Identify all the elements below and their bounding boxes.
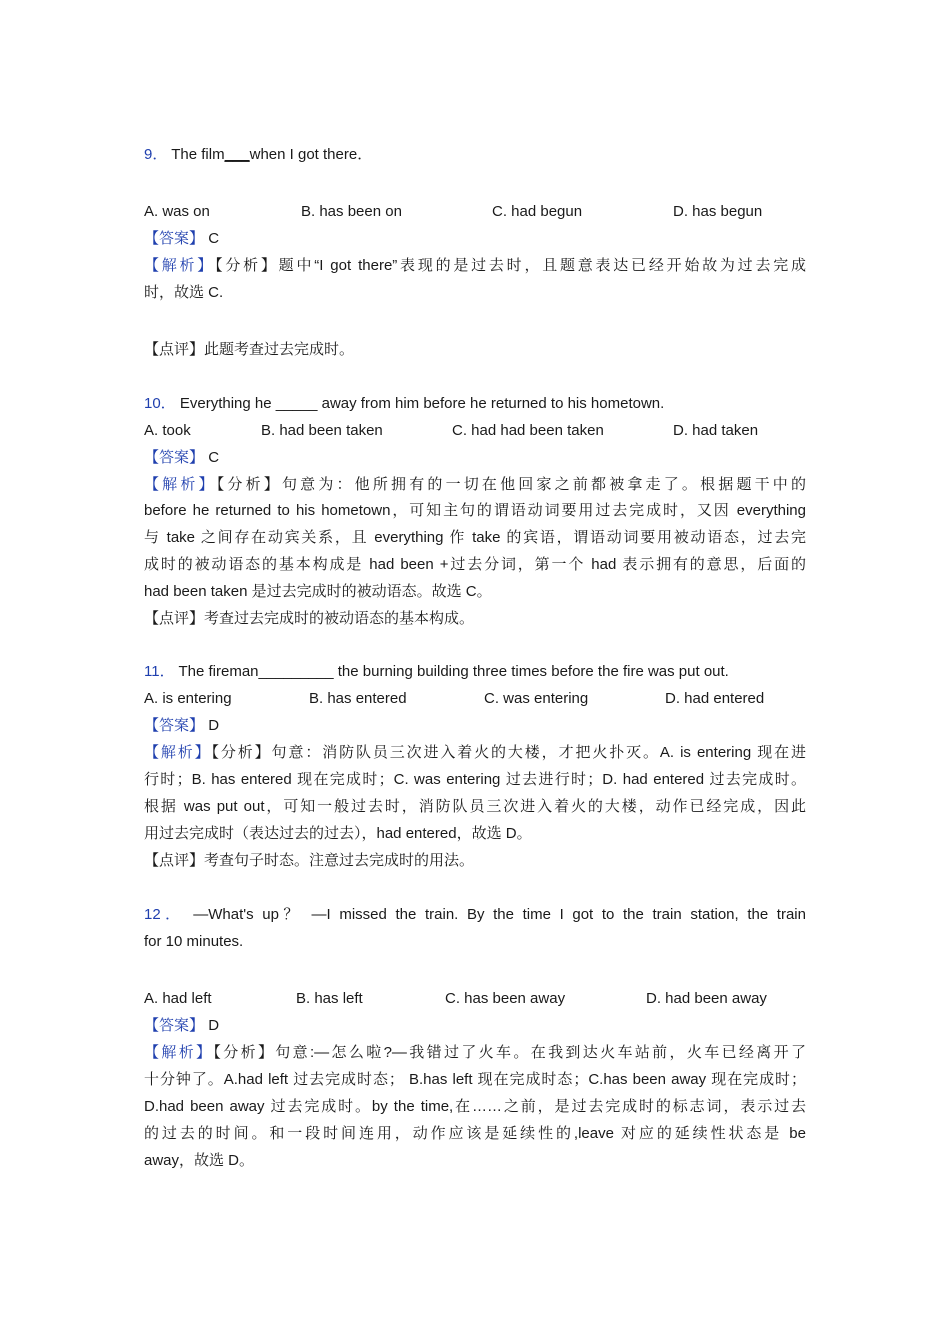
question-9-comment: 【点评】此题考查过去完成时。 — [144, 341, 355, 358]
option-a: A. was on — [144, 203, 210, 220]
analysis-text: 【分析】句意:—怎么啦?—我错过了火车。在我到达火车站前，火车已经离开了 — [213, 1044, 806, 1061]
stem-text: Everything he _____ away from him before he returned to his hometown. — [179, 395, 665, 412]
option-a: A. is entering — [144, 690, 232, 707]
answer-tag: 【答案】 — [144, 717, 205, 734]
answer-blank: ___ — [224, 146, 250, 163]
option-c: C. had begun — [492, 203, 583, 220]
option-c: C. was entering — [484, 690, 589, 707]
question-10-comment: 【点评】考查过去完成时的被动语态的基本构成。 — [144, 610, 475, 627]
answer-value: C — [208, 230, 220, 247]
question-number: 11． — [144, 663, 175, 680]
question-12-analysis-line: away，故选 D。 — [144, 1152, 255, 1169]
option-d: D. had been away — [646, 990, 767, 1007]
analysis-text: 【分析】题中“I got there”表现的是过去时，且题意表达已经开始故为过去完成 — [215, 257, 806, 274]
question-9-answer — [144, 229, 806, 249]
option-d: D. has begun — [673, 203, 763, 220]
question-11-stem — [144, 662, 806, 682]
analysis-tag: 【解析】 — [144, 1044, 214, 1061]
question-number: 12． — [144, 906, 185, 923]
question-9-stem — [144, 145, 806, 165]
question-10-analysis-line: 与 take 之间存在动宾关系，且 everything 作 take 的宾语，谓语动词要用被动语态，过去完 — [144, 529, 806, 546]
option-a: A. had left — [144, 990, 212, 1007]
option-d: D. had entered — [665, 690, 765, 707]
question-number: 10． — [144, 395, 176, 412]
option-a: A. took — [144, 422, 191, 439]
stem-text: The fireman_________ the burning building three times before the fire was put out. — [178, 663, 729, 680]
answer-tag: 【答案】 — [144, 230, 205, 247]
question-10-analysis-line — [144, 475, 806, 495]
stem-text: when I got there． — [249, 146, 373, 163]
question-12-answer — [144, 1016, 806, 1036]
analysis-tag: 【解析】 — [144, 476, 217, 493]
question-9-analysis-line — [144, 256, 806, 276]
question-12-analysis-line: 十分钟了。A.had left 过去完成时态； B.has left 现在完成时态；C.has been away 现在完成时； — [144, 1071, 806, 1088]
option-c: C. had had been taken — [452, 422, 604, 439]
question-12-analysis-line — [144, 1043, 806, 1063]
option-b: B. had been taken — [261, 422, 383, 439]
answer-value: D — [208, 1017, 220, 1034]
question-11-analysis-line — [144, 743, 806, 763]
answer-value: C — [208, 449, 220, 466]
question-12-analysis-line: D.had been away 过去完成时。by the time,在……之前，是过去完成时的标志词，表示过去 — [144, 1098, 806, 1115]
answer-value: D — [208, 717, 220, 734]
question-12-stem — [144, 905, 806, 925]
analysis-text: 【分析】句意为：他所拥有的一切在他回家之前都被拿走了。根据题干中的 — [216, 476, 806, 493]
question-11-analysis-line: 根据 was put out，可知一般过去时，消防队员三次进入着火的大楼，动作已经完成，因此 — [144, 798, 806, 815]
question-10-analysis-line: had been taken 是过去完成时的被动语态。故选 C。 — [144, 583, 492, 600]
question-11-answer — [144, 716, 806, 736]
question-11-analysis-line: 用过去完成时（表达过去的过去），had entered，故选 D。 — [144, 825, 532, 842]
analysis-tag: 【解析】 — [144, 744, 212, 761]
question-10-analysis-line: 成时的被动语态的基本构成是 had been +过去分词，第一个 had 表示拥有的意思，后面的 — [144, 556, 806, 573]
stem-text: —What's up？ —I missed the train. By the time I got to the train station, the train — [193, 906, 806, 923]
question-12-stem-continued: for 10 minutes. — [144, 933, 244, 950]
stem-text: The film — [171, 146, 225, 163]
option-b: B. has entered — [309, 690, 407, 707]
analysis-text: 【分析】句意：消防队员三次进入着火的大楼，才把火扑灭。A. is entering 现在进 — [211, 744, 806, 761]
question-10-stem — [144, 394, 806, 414]
answer-tag: 【答案】 — [144, 449, 205, 466]
option-c: C. has been away — [445, 990, 566, 1007]
question-12-analysis-line: 的过去的时间。和一段时间连用，动作应该是延续性的,leave 对应的延续性状态是 be — [144, 1125, 806, 1142]
question-10-analysis-line: before he returned to his hometown，可知主句的谓语动词要用过去完成时，又因 everything — [144, 502, 806, 519]
question-10-answer — [144, 448, 806, 468]
question-number: 9． — [144, 146, 168, 163]
question-11-comment: 【点评】考查句子时态。注意过去完成时的用法。 — [144, 852, 475, 869]
analysis-tag: 【解析】 — [144, 257, 216, 274]
option-b: B. has been on — [301, 203, 402, 220]
option-b: B. has left — [296, 990, 363, 1007]
question-11-analysis-line: 行时；B. has entered 现在完成时；C. was entering 过去进行时；D. had entered 过去完成时。 — [144, 771, 806, 788]
answer-tag: 【答案】 — [144, 1017, 205, 1034]
question-9-analysis-line: 时，故选 C. — [144, 284, 224, 301]
option-d: D. had taken — [673, 422, 759, 439]
